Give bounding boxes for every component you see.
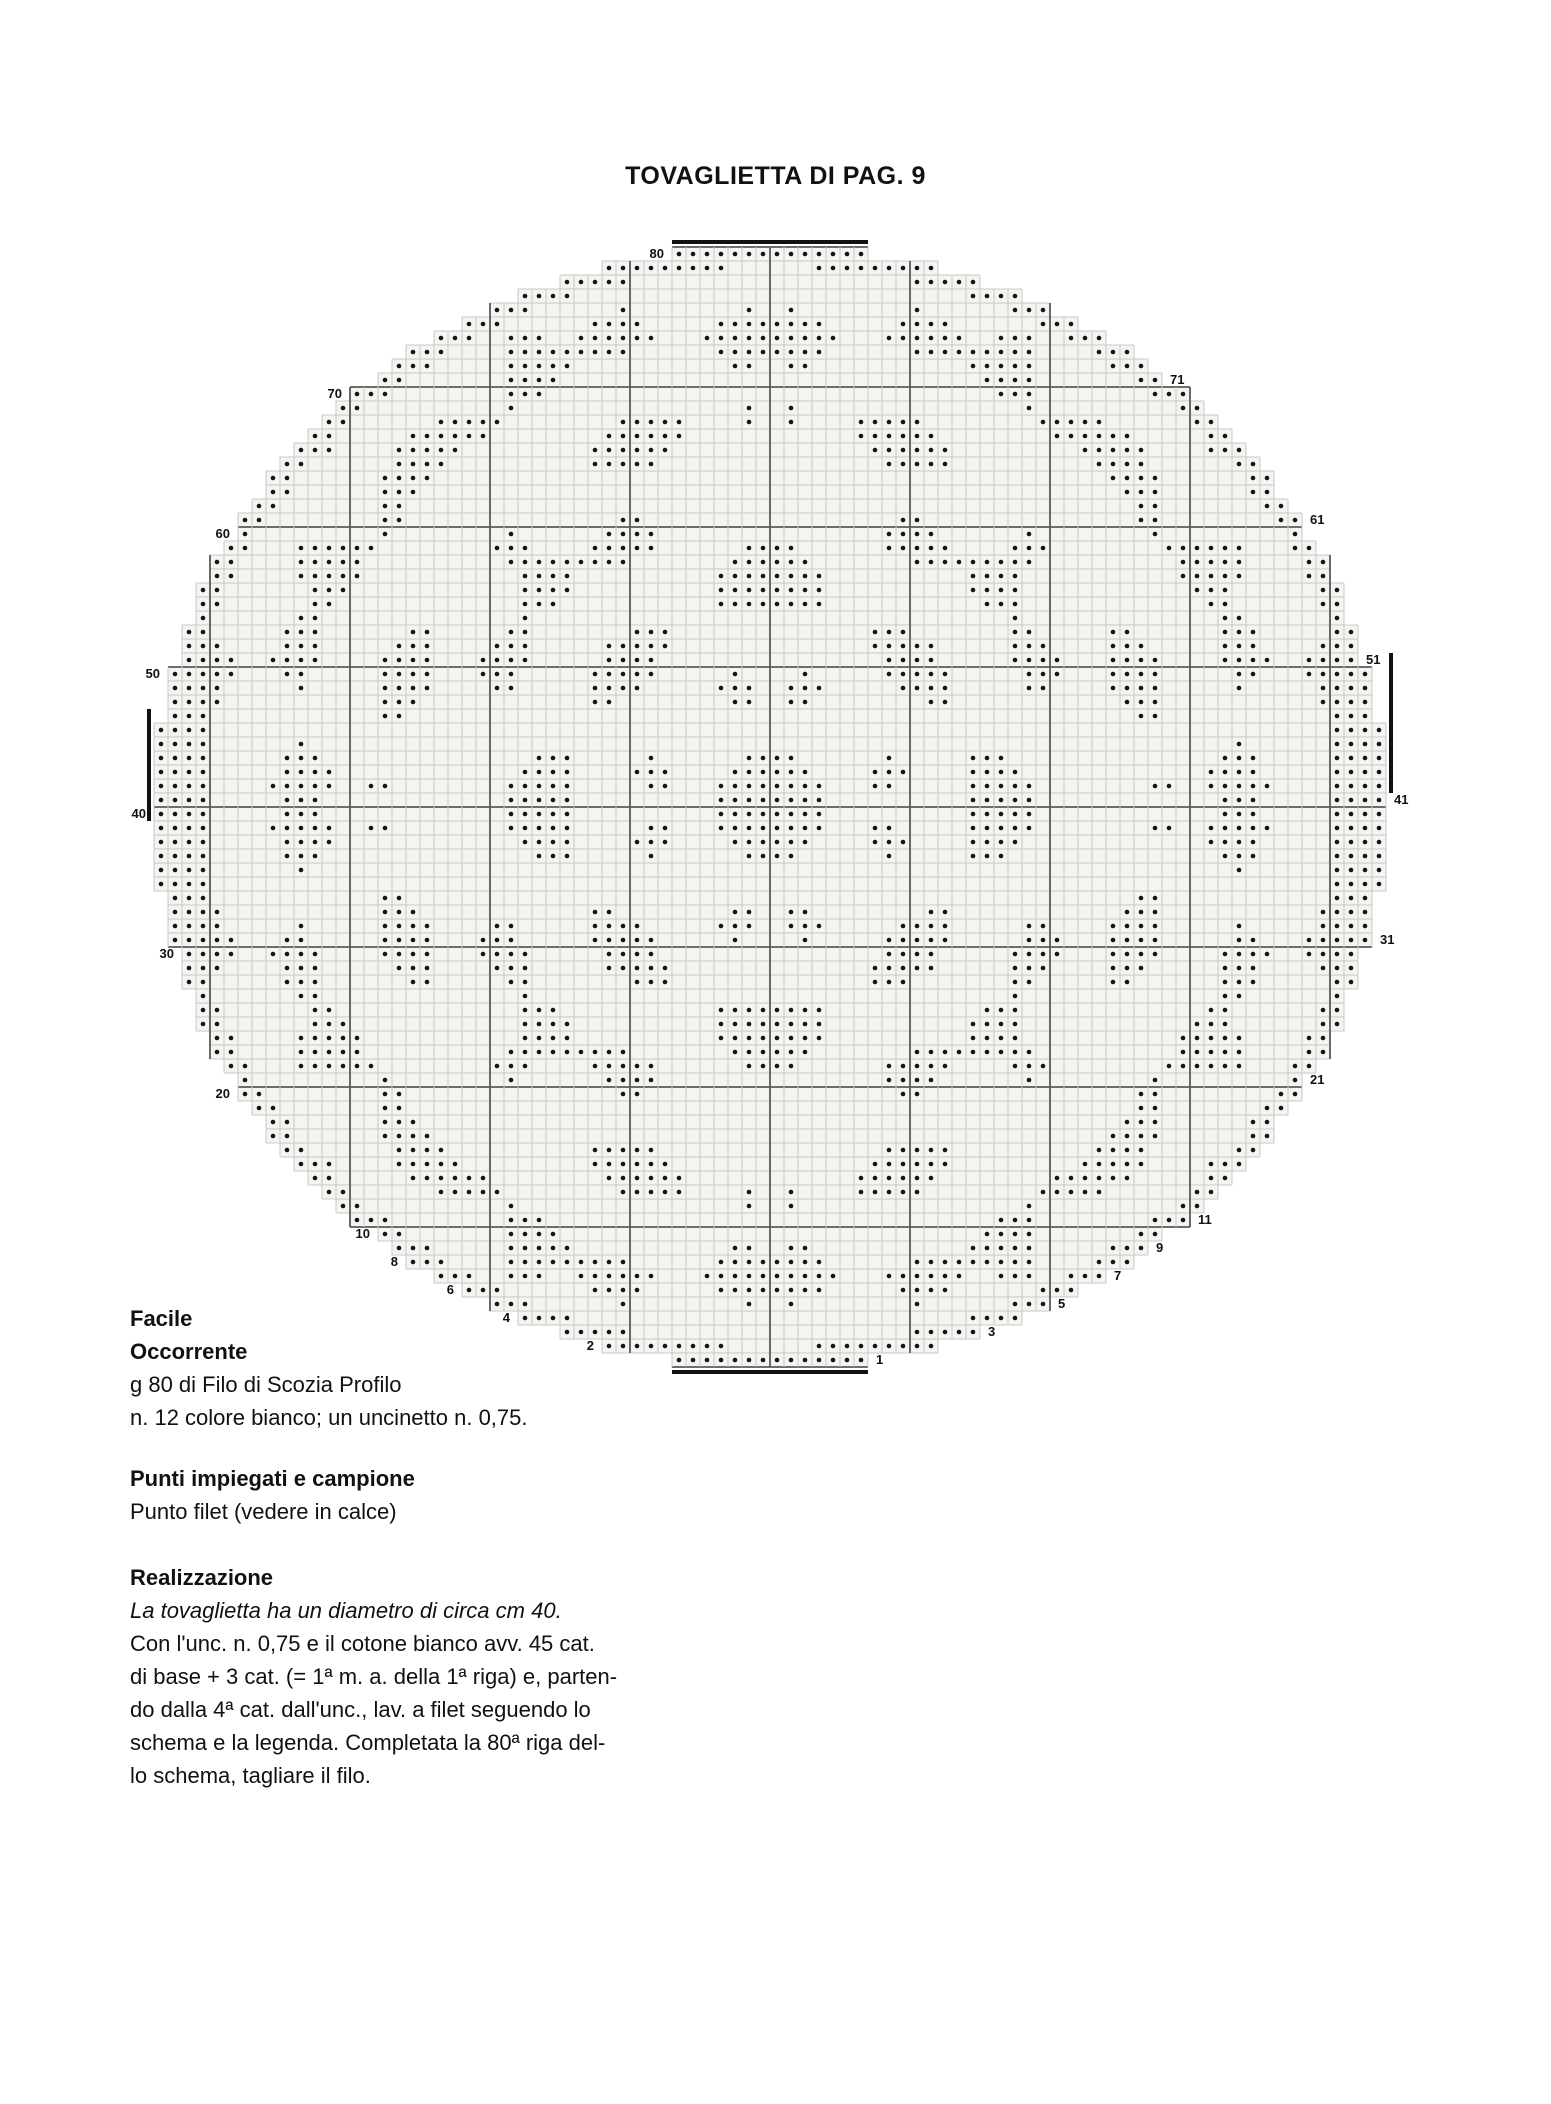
row-label-left: 6: [446, 1282, 454, 1297]
row-label-right: 61: [1310, 512, 1325, 527]
row-label-right: 7: [1114, 1268, 1122, 1283]
row-label-right: 11: [1198, 1212, 1212, 1227]
row-label-right: 3: [988, 1324, 996, 1339]
section-heading: Punti impiegati e campione: [130, 1466, 415, 1491]
instruction-line: lo schema, tagliare il filo.: [130, 1763, 371, 1788]
row-label-right: 21: [1310, 1072, 1325, 1087]
row-label-left: 10: [355, 1226, 370, 1241]
row-label-left: 8: [390, 1254, 398, 1269]
row-label-left: 60: [215, 526, 230, 541]
section-occorrente: [130, 1335, 790, 1434]
row-label-left: 50: [145, 666, 160, 681]
difficulty-label: Facile: [130, 1306, 193, 1331]
instruction-line: schema e la legenda. Completata la 80ª riga del-: [130, 1730, 606, 1755]
instruction-line: Punto filet (vedere in calce): [130, 1499, 397, 1524]
row-label-left: 40: [131, 806, 146, 821]
instruction-line: n. 12 colore bianco; un uncinetto n. 0,75.: [130, 1405, 528, 1430]
instruction-line: di base + 3 cat. (= 1ª m. a. della 1ª riga) e, parten-: [130, 1664, 618, 1689]
row-label-left: 20: [215, 1086, 230, 1101]
row-label-right: 71: [1170, 372, 1185, 387]
instruction-line: do dalla 4ª cat. dall'unc., lav. a filet seguendo lo: [130, 1697, 591, 1722]
row-label-right: 31: [1380, 932, 1395, 947]
section-punti: [130, 1462, 790, 1528]
row-label-right: 5: [1058, 1296, 1066, 1311]
chart-grid: [154, 247, 1386, 1367]
crochet-chart-area: [90, 232, 1455, 1392]
row-label-right: 51: [1366, 652, 1381, 667]
row-label-left: 2: [586, 1338, 594, 1353]
instruction-line: Con l'unc. n. 0,75 e il cotone bianco avv. 45 cat.: [130, 1631, 595, 1656]
row-label-left: 30: [159, 946, 174, 961]
row-label-left: 80: [649, 246, 664, 261]
instruction-line-italic: La tovaglietta ha un diametro di circa cm 40.: [130, 1598, 562, 1623]
page-title: TOVAGLIETTA DI PAG. 9: [625, 162, 926, 190]
section-heading: Realizzazione: [130, 1565, 274, 1590]
row-label-right: 1: [876, 1352, 884, 1367]
row-label-left: 70: [327, 386, 342, 401]
row-label-right: 9: [1156, 1240, 1164, 1255]
section-realizzazione: [130, 1561, 790, 1792]
instructions: [130, 1302, 790, 1792]
filet-crochet-chart: [90, 232, 1455, 1392]
instruction-line: g 80 di Filo di Scozia Profilo: [130, 1372, 402, 1397]
row-label-right: 41: [1394, 792, 1409, 807]
section-heading: Occorrente: [130, 1339, 248, 1364]
row-label-left: 4: [502, 1310, 510, 1325]
